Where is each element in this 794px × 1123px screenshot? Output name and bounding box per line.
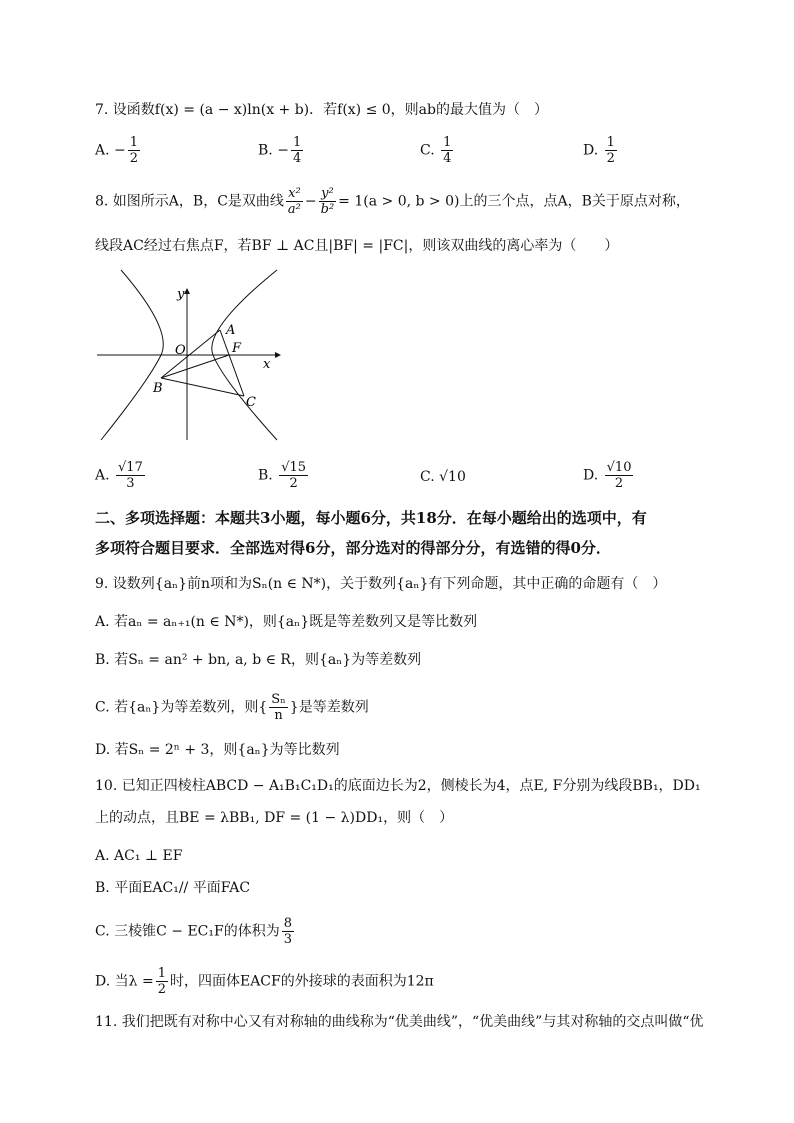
q8-stem-line2: 线段AC经过右焦点F，若BF ⊥ AC且|BF| = |FC|，则该双曲线的离心率为（ ） bbox=[95, 238, 619, 254]
section2-line1: 二、多项选择题：本题共3小题，每小题6分，共18分．在每小题给出的选项中，有 bbox=[95, 509, 647, 527]
option-fraction: $\frac{1}{4}$ bbox=[292, 135, 302, 166]
option-sign: − bbox=[277, 142, 289, 159]
q8-option-a bbox=[95, 460, 147, 491]
label-a: A bbox=[226, 323, 236, 338]
q9-option-d: D. 若Sₙ = 2ⁿ + 3，则{aₙ}为等比数列 bbox=[95, 742, 340, 758]
option-fraction: $\frac{1}{4}$ bbox=[443, 135, 452, 166]
option-fraction: $\frac{\text{Sₙ}}{n}$ bbox=[271, 692, 286, 723]
label-c: C bbox=[246, 395, 256, 410]
label-b: B bbox=[153, 381, 163, 396]
q7-option-b bbox=[258, 135, 305, 166]
q8-stem: 8. 如图所示A，B，C是双曲线 $\frac{\text{x²}}{\text{a²}}$ − $\frac{\text{y²}}{\text{b²}}$ = 1(a > 0, b > 0)上的三个点，点A，B关于原点对称， bbox=[95, 186, 690, 217]
q9-stem: 9. 设数列{aₙ}前n项和为Sₙ(n ∈ N*)，关于数列{aₙ}有下列命题，其中正确的命题有（ ） bbox=[95, 576, 667, 592]
option-label: B. bbox=[258, 467, 273, 484]
q7-option-c bbox=[420, 135, 455, 166]
option-label: C. bbox=[420, 142, 435, 159]
option-label: A. bbox=[95, 467, 110, 484]
q10-option-b: B. 平面EAC₁// 平面FAC bbox=[95, 880, 251, 896]
q8-option-d bbox=[583, 460, 635, 491]
segment-bc bbox=[161, 378, 244, 396]
label-x: x bbox=[263, 357, 271, 372]
label-y: y bbox=[177, 287, 185, 302]
label-f: F bbox=[232, 341, 242, 356]
q8-option-b bbox=[258, 460, 310, 491]
q7-option-a bbox=[95, 135, 142, 166]
option-sign: − bbox=[114, 142, 126, 159]
q9-option-a: A. 若aₙ = aₙ₊₁(n ∈ N*)，则{aₙ}既是等差数列又是等比数列 bbox=[95, 614, 478, 630]
option-label: A. bbox=[95, 142, 110, 159]
option-fraction: $\frac{8}{3}$ bbox=[283, 916, 292, 947]
label-o: O bbox=[175, 343, 186, 358]
q11-stem: 11. 我们把既有对称中心又有对称轴的曲线称为“优美曲线”，“优美曲线”与其对称轴的交点叫做“优 bbox=[95, 1014, 704, 1030]
equation-y-term: $\frac{\text{y²}}{\text{b²}}$ bbox=[320, 186, 335, 217]
option-fraction: $\frac{√17}{3}$ bbox=[118, 460, 143, 491]
q10-stem-line2: 上的动点，且BE = λBB₁, DF = (1 − λ)DD₁，则（ ） bbox=[95, 810, 454, 826]
q9-option-b: B. 若Sₙ = an² + bn, a, b ∈ R，则{aₙ}为等差数列 bbox=[95, 652, 422, 668]
equation-x-term: $\frac{\text{x²}}{\text{a²}}$ bbox=[287, 186, 301, 217]
segment-ab bbox=[161, 330, 220, 378]
x-axis-arrow bbox=[275, 352, 281, 358]
option-value: √10 bbox=[439, 469, 466, 485]
option-label: C. bbox=[420, 469, 435, 485]
option-label: D. bbox=[583, 142, 599, 159]
option-label: B. bbox=[258, 142, 273, 159]
q9-option-c: C. 若{aₙ}为等差数列，则{ $\frac{\text{Sₙ}}{n}$ }是等差数列 bbox=[95, 692, 369, 723]
option-fraction: $\frac{1}{2}$ bbox=[606, 135, 615, 166]
section2-line2: 多项符合题目要求．全部选对得6分，部分选对的得部分分，有选错的得0分． bbox=[95, 539, 611, 557]
option-fraction: $\frac{√15}{2}$ bbox=[281, 460, 307, 491]
q10-option-c: C. 三棱锥C − EC₁F的体积为 $\frac{8}{3}$ bbox=[95, 916, 292, 947]
option-fraction: $\frac{1}{2}$ bbox=[129, 135, 139, 166]
y-axis-arrow bbox=[184, 288, 190, 294]
option-label: D. bbox=[583, 467, 599, 484]
q10-stem-line1: 10. 已知正四棱柱ABCD − A₁B₁C₁D₁的底面边长为2，侧棱长为4，点E, F分别为线段BB₁，DD₁ bbox=[95, 778, 701, 794]
q8-option-c bbox=[420, 467, 466, 487]
option-fraction: $\frac{√10}{2}$ bbox=[606, 460, 632, 491]
q10-option-a: A. AC₁ ⊥ EF bbox=[95, 848, 183, 864]
q7-stem: 7. 设函数f(x) = (a − x)ln(x + b)．若f(x) ≤ 0，则ab的最大值为（ ） bbox=[95, 102, 548, 118]
hyperbola-figure bbox=[95, 268, 285, 446]
q10-option-d: D. 当λ = $\frac{1}{2}$ 时，四面体EACF的外接球的表面积为12π bbox=[95, 966, 434, 997]
q7-option-d bbox=[583, 135, 619, 166]
option-fraction: $\frac{1}{2}$ bbox=[157, 966, 166, 997]
